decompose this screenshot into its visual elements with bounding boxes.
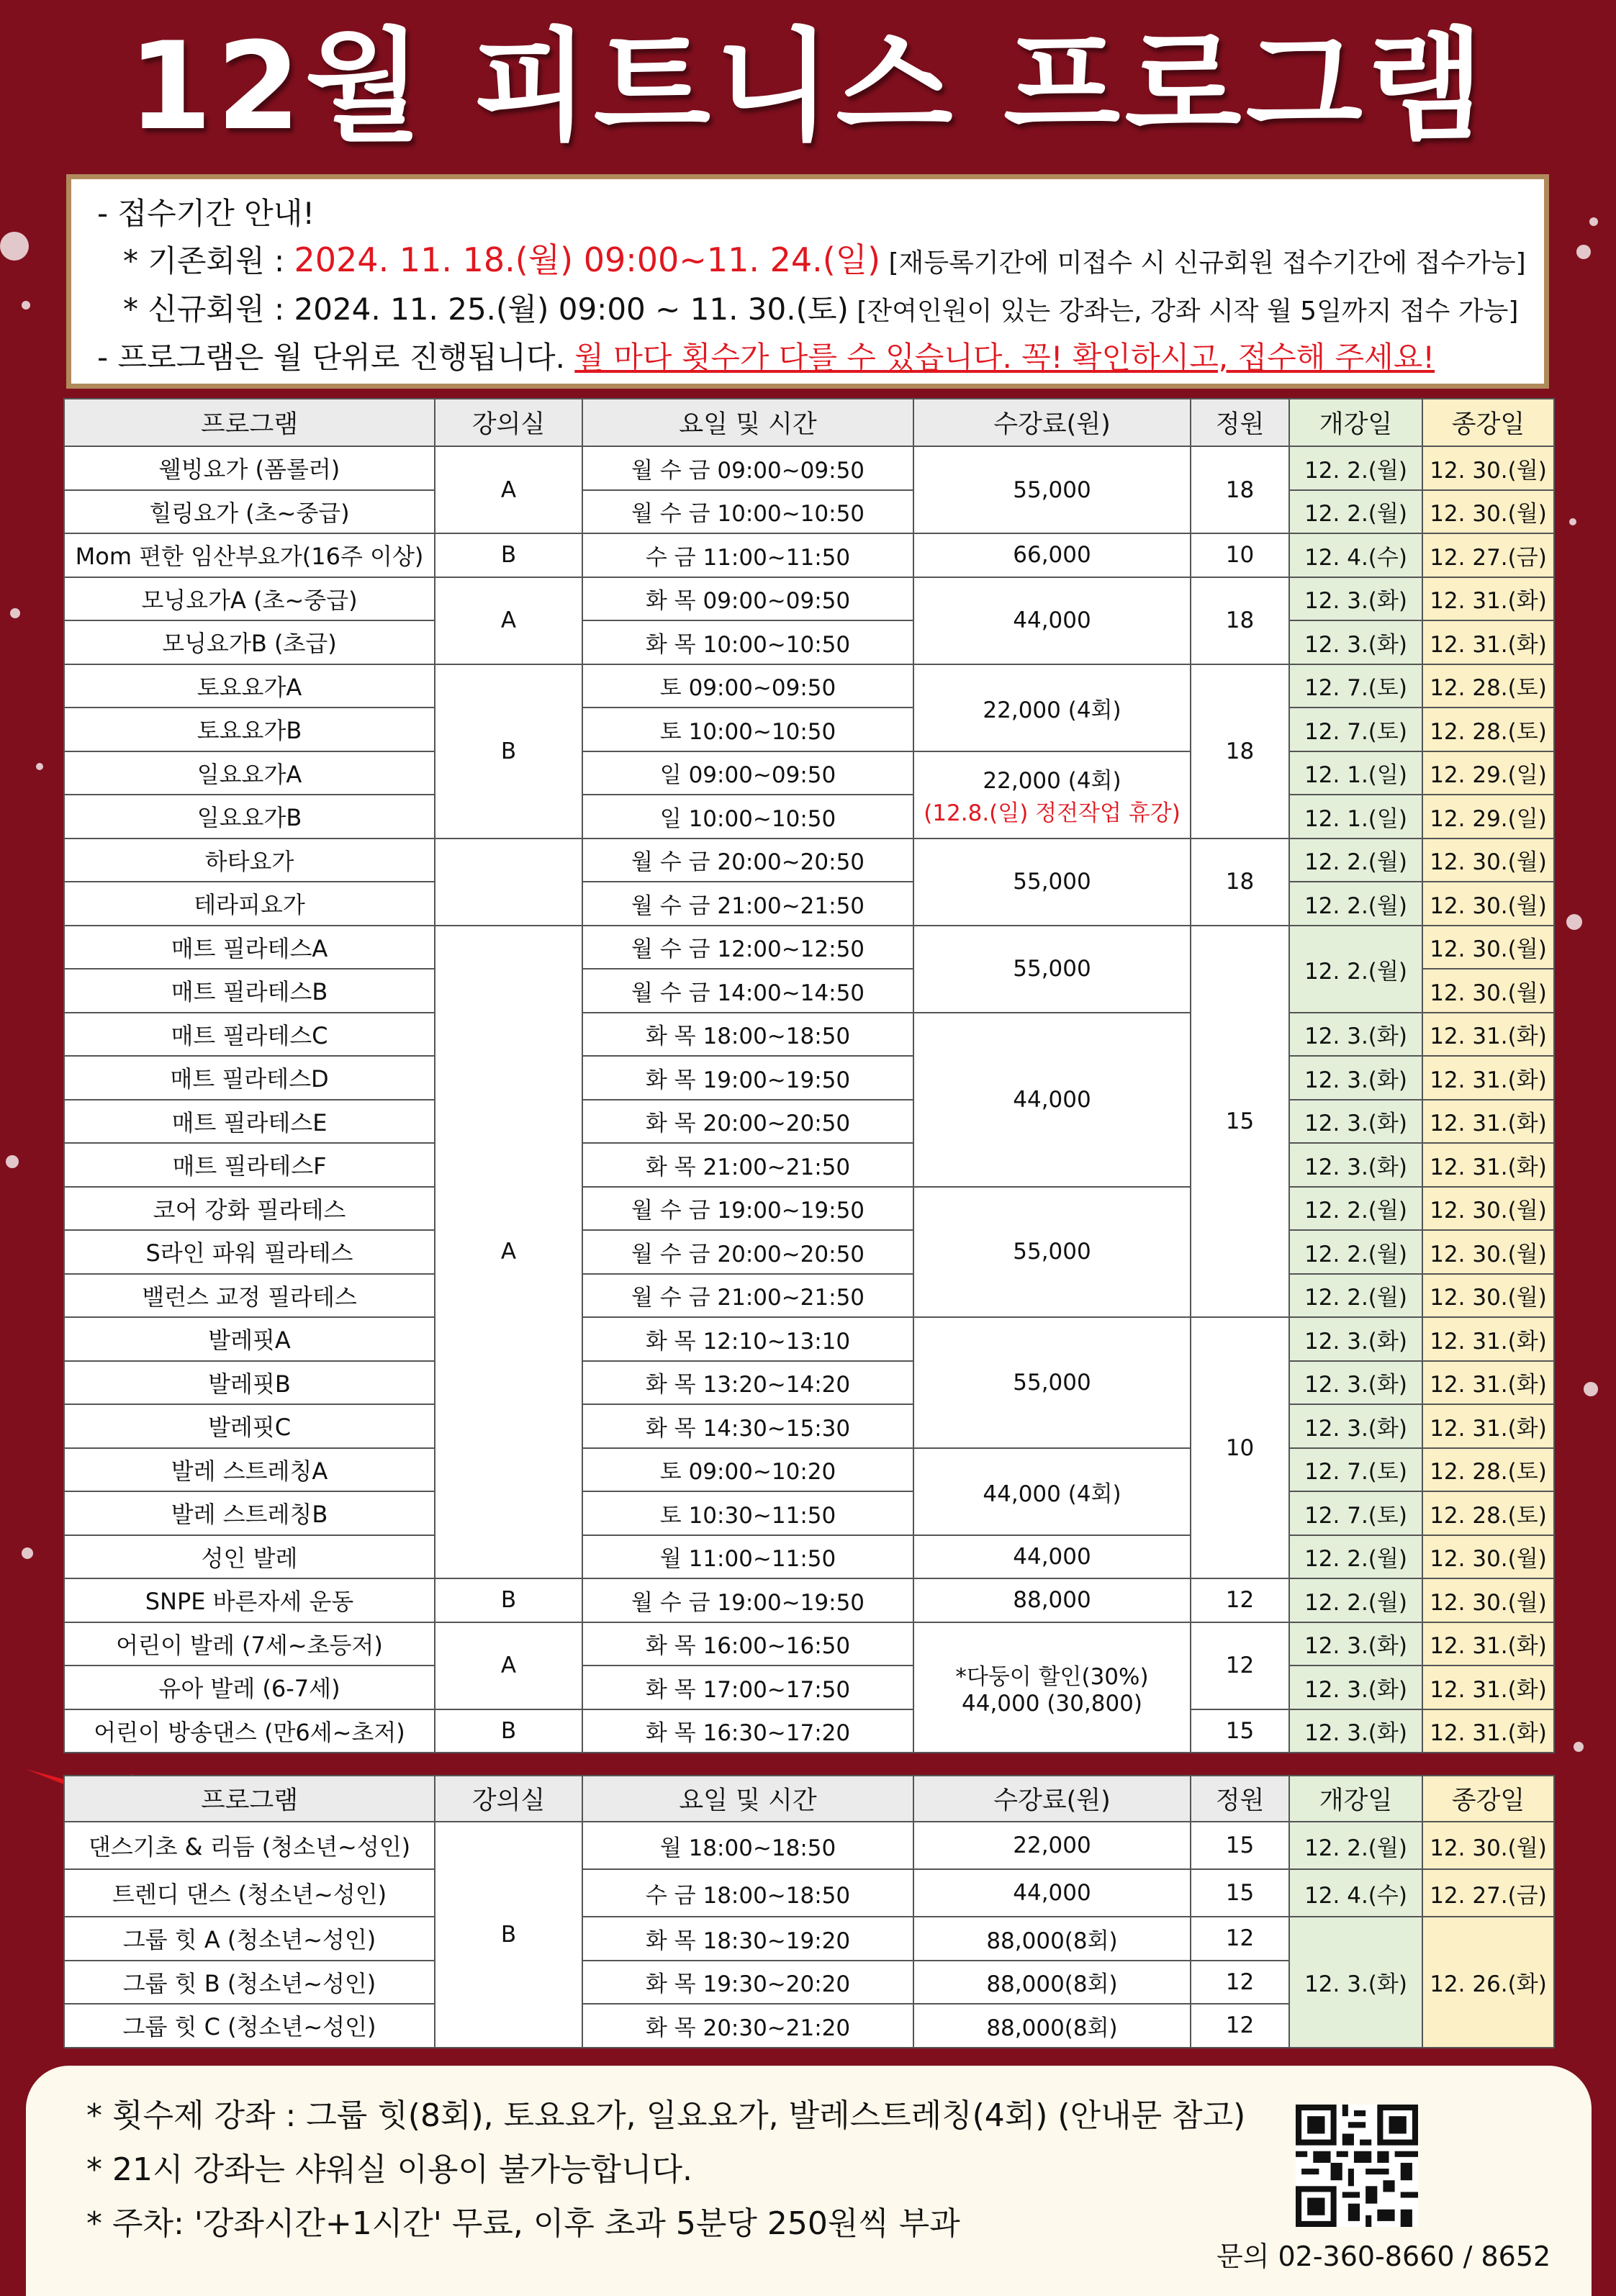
time: 화 목 19:30~20:20: [582, 1961, 913, 2005]
time: 월 11:00~11:50: [582, 1535, 913, 1579]
existing-note: [재등록기간에 미접수 시 신규회원 접수기간에 접수가능]: [880, 248, 1526, 278]
table-row: [64, 533, 1554, 577]
col-room: 강의실: [435, 399, 582, 446]
room: [435, 839, 582, 926]
fee-value: 22,000 (4회): [983, 768, 1121, 794]
end-date: 12. 31.(화): [1422, 1013, 1554, 1057]
table-row: [64, 1869, 1554, 1917]
col-program: 프로그램: [64, 399, 435, 446]
time: 화 목 12:10~13:10: [582, 1317, 913, 1361]
fee: [913, 751, 1191, 839]
program-name: Mom 편한 임산부요가(16주 이상): [64, 533, 435, 577]
start-date: 12. 2.(월): [1289, 1535, 1422, 1579]
col-start: 개강일: [1289, 399, 1422, 446]
program-name: 모닝요가B (초급): [64, 620, 435, 664]
capacity: 12: [1191, 1961, 1289, 2005]
notice-heading: - 접수기간 안내!: [97, 196, 315, 231]
monthly-text: - 프로그램은 월 단위로 진행됩니다.: [97, 340, 575, 375]
footer-note-sessions: * 횟수제 강좌 : 그룹 힛(8회), 토요요가, 일요요가, 발레스트레칭(4회) (안내문 참고): [86, 2097, 1246, 2134]
end-date: 12. 29.(일): [1422, 751, 1554, 795]
end-date: 12. 29.(일): [1422, 795, 1554, 839]
snow-dot: [22, 301, 30, 309]
fee: 88,000(8회): [913, 2004, 1191, 2048]
room: B: [435, 1709, 582, 1753]
capacity: 12: [1191, 1917, 1289, 1961]
program-name: 밸런스 교정 필라테스: [64, 1274, 435, 1318]
start-date: 12. 2.(월): [1289, 1187, 1422, 1231]
table-row: [64, 751, 1554, 795]
start-date: 12. 3.(화): [1289, 1622, 1422, 1666]
table-row: [64, 1709, 1554, 1753]
table-row: [64, 1143, 1554, 1187]
fee: 55,000: [913, 446, 1191, 533]
program-name: 매트 필라테스D: [64, 1056, 435, 1100]
time: 토 09:00~09:50: [582, 664, 913, 708]
program-name: 발레 스트레칭A: [64, 1448, 435, 1492]
end-date: 12. 27.(금): [1422, 533, 1554, 577]
end-date: 12. 31.(화): [1422, 1665, 1554, 1709]
snow-dot: [1584, 1382, 1598, 1396]
footer-note-shower: * 21시 강좌는 샤워실 이용이 불가능합니다.: [86, 2151, 692, 2188]
end-date: 12. 30.(월): [1422, 969, 1554, 1013]
capacity: 12: [1191, 1578, 1289, 1622]
room: A: [435, 577, 582, 664]
table-row: [64, 1822, 1554, 1869]
start-date: 12. 2.(월): [1289, 1578, 1422, 1622]
table-row: [64, 446, 1554, 490]
end-date: 12. 28.(토): [1422, 664, 1554, 708]
start-date: 12. 7.(토): [1289, 664, 1422, 708]
fee-note: (12.8.(일) 정전작업 휴강): [924, 800, 1181, 826]
snow-dot: [1589, 217, 1598, 226]
snow-dot: [1574, 1742, 1584, 1752]
end-date: 12. 31.(화): [1422, 1056, 1554, 1100]
end-date: 12. 31.(화): [1422, 1404, 1554, 1448]
qr-code-icon[interactable]: [1296, 2105, 1418, 2227]
table-row: [64, 1917, 1554, 1961]
time: 월 수 금 09:00~09:50: [582, 446, 913, 490]
time: 화 목 10:00~10:50: [582, 620, 913, 664]
end-date: 12. 31.(화): [1422, 1100, 1554, 1144]
fee-discount-note: *다둥이 할인(30%): [955, 1663, 1149, 1690]
program-name: 테라피요가: [64, 882, 435, 926]
schedule-table: [63, 398, 1555, 1753]
start-date: 12. 3.(화): [1289, 577, 1422, 621]
time: 화 목 16:00~16:50: [582, 1622, 913, 1666]
time: 화 목 14:30~15:30: [582, 1404, 913, 1448]
table-row: [64, 1230, 1554, 1274]
end-date: 12. 30.(월): [1422, 1578, 1554, 1622]
time: 화 목 13:20~14:20: [582, 1361, 913, 1405]
program-name: 하타요가: [64, 839, 435, 882]
start-date: 12. 3.(화): [1289, 1317, 1422, 1361]
end-date: 12. 30.(월): [1422, 490, 1554, 534]
program-name: 발레핏C: [64, 1404, 435, 1448]
capacity: 18: [1191, 446, 1289, 533]
program-name: 댄스기초 & 리듬 (청소년~성인): [64, 1822, 435, 1869]
start-date: 12. 4.(수): [1289, 1869, 1422, 1917]
time: 화 목 18:00~18:50: [582, 1013, 913, 1057]
time: 수 금 18:00~18:50: [582, 1869, 913, 1917]
end-date: 12. 31.(화): [1422, 1622, 1554, 1666]
fee: 66,000: [913, 533, 1191, 577]
fee: 44,000: [913, 1535, 1191, 1579]
col-fee: 수강료(원): [913, 1776, 1191, 1822]
fee: 22,000: [913, 1822, 1191, 1869]
end-date: 12. 31.(화): [1422, 577, 1554, 621]
table-row: [64, 620, 1554, 664]
start-date: 12. 3.(화): [1289, 1143, 1422, 1187]
program-name: 발레핏B: [64, 1361, 435, 1405]
new-label: * 신규회원 :: [123, 291, 294, 327]
fee: 55,000: [913, 926, 1191, 1013]
snow-dot: [1576, 245, 1591, 259]
col-end: 종강일: [1422, 1776, 1554, 1822]
start-date: 12. 2.(월): [1289, 446, 1422, 490]
new-note: [잔여인원이 있는 강좌는, 강좌 시작 월 5일까지 접수 가능]: [848, 297, 1519, 326]
program-name: 트렌디 댄스 (청소년~성인): [64, 1869, 435, 1917]
time: 월 수 금 20:00~20:50: [582, 839, 913, 882]
snow-dot: [10, 608, 20, 618]
existing-period: 2024. 11. 18.(월) 09:00~11. 24.(일): [294, 240, 881, 279]
end-date: 12. 30.(월): [1422, 839, 1554, 882]
col-capacity: 정원: [1191, 399, 1289, 446]
room: A: [435, 1622, 582, 1709]
table-header-row: [64, 1776, 1554, 1822]
program-name: 매트 필라테스A: [64, 926, 435, 970]
fee: 88,000(8회): [913, 1917, 1191, 1961]
room: B: [435, 664, 582, 839]
end-date: 12. 30.(월): [1422, 1822, 1554, 1869]
end-date: 12. 28.(토): [1422, 708, 1554, 751]
col-time: 요일 및 시간: [582, 399, 913, 446]
notice-existing: [97, 237, 1526, 286]
program-name: 코어 강화 필라테스: [64, 1187, 435, 1231]
time: 월 18:00~18:50: [582, 1822, 913, 1869]
time: 화 목 17:00~17:50: [582, 1665, 913, 1709]
time: 월 수 금 12:00~12:50: [582, 926, 913, 970]
end-date: 12. 31.(화): [1422, 1361, 1554, 1405]
table-header-row: [64, 399, 1554, 446]
start-date: 12. 2.(월): [1289, 839, 1422, 882]
table-row: [64, 1056, 1554, 1100]
page-title: 12월 피트니스 프로그램: [127, 16, 1489, 157]
end-date: 12. 30.(월): [1422, 1230, 1554, 1274]
start-date: 12. 7.(토): [1289, 708, 1422, 751]
time: 월 수 금 10:00~10:50: [582, 490, 913, 534]
end-date: 12. 30.(월): [1422, 926, 1554, 970]
fee: 44,000 (4회): [913, 1448, 1191, 1535]
col-capacity: 정원: [1191, 1776, 1289, 1822]
end-date: 12. 31.(화): [1422, 1709, 1554, 1753]
fee: 88,000(8회): [913, 1961, 1191, 2005]
program-name: 모닝요가A (초~중급): [64, 577, 435, 621]
start-date: 12. 3.(화): [1289, 1404, 1422, 1448]
time: 토 10:30~11:50: [582, 1491, 913, 1535]
time: 월 수 금 21:00~21:50: [582, 882, 913, 926]
end-date: 12. 31.(화): [1422, 1143, 1554, 1187]
time: 월 수 금 21:00~21:50: [582, 1274, 913, 1318]
start-date: 12. 4.(수): [1289, 533, 1422, 577]
program-name: 매트 필라테스B: [64, 969, 435, 1013]
program-name: 그룹 힛 C (청소년~성인): [64, 2004, 435, 2048]
start-date: 12. 2.(월): [1289, 1274, 1422, 1318]
table-row: [64, 882, 1554, 926]
time: 화 목 20:00~20:50: [582, 1100, 913, 1144]
footer-note-parking: * 주차: '강좌시간+1시간' 무료, 이후 초과 5분당 250원씩 부과: [86, 2205, 960, 2242]
col-end: 종강일: [1422, 399, 1554, 446]
snow-dot: [6, 1155, 19, 1168]
start-date: 12. 3.(화): [1289, 1917, 1422, 2048]
capacity: 15: [1191, 926, 1289, 1318]
program-name: 어린이 방송댄스 (만6세~초저): [64, 1709, 435, 1753]
dance-schedule-table: [63, 1775, 1555, 2048]
new-period: 2024. 11. 25.(월) 09:00 ~ 11. 30.(토): [294, 291, 849, 327]
snow-dot: [0, 232, 29, 261]
col-program: 프로그램: [64, 1776, 435, 1822]
end-date: 12. 26.(화): [1422, 1917, 1554, 2048]
time: 토 09:00~10:20: [582, 1448, 913, 1492]
time: 화 목 18:30~19:20: [582, 1917, 913, 1961]
room: B: [435, 533, 582, 577]
fee: 22,000 (4회): [913, 664, 1191, 751]
start-date: 12. 2.(월): [1289, 926, 1422, 1013]
fee: [913, 1622, 1191, 1753]
time: 화 목 16:30~17:20: [582, 1709, 913, 1753]
end-date: 12. 30.(월): [1422, 882, 1554, 926]
end-date: 12. 30.(월): [1422, 1535, 1554, 1579]
col-time: 요일 및 시간: [582, 1776, 913, 1822]
start-date: 12. 2.(월): [1289, 490, 1422, 534]
table-row: [64, 1665, 1554, 1709]
program-name: 웰빙요가 (폼롤러): [64, 446, 435, 490]
start-date: 12. 3.(화): [1289, 1100, 1422, 1144]
time: 화 목 20:30~21:20: [582, 2004, 913, 2048]
end-date: 12. 28.(토): [1422, 1448, 1554, 1492]
capacity: 12: [1191, 2004, 1289, 2048]
start-date: 12. 2.(월): [1289, 1822, 1422, 1869]
snow-dot: [1566, 914, 1582, 930]
capacity: 10: [1191, 533, 1289, 577]
start-date: 12. 3.(화): [1289, 1361, 1422, 1405]
time: 일 10:00~10:50: [582, 795, 913, 839]
table-row: [64, 1578, 1554, 1622]
table-row: [64, 664, 1554, 708]
end-date: 12. 31.(화): [1422, 1317, 1554, 1361]
end-date: 12. 28.(토): [1422, 1491, 1554, 1535]
monthly-warning: 월 마다 횟수가 다를 수 있습니다. 꼭! 확인하시고, 접수해 주세요!: [574, 340, 1435, 375]
capacity: 18: [1191, 664, 1289, 839]
snow-dot: [22, 1547, 33, 1559]
end-date: 12. 30.(월): [1422, 1187, 1554, 1231]
time: 수 금 11:00~11:50: [582, 533, 913, 577]
end-date: 12. 31.(화): [1422, 620, 1554, 664]
capacity: 15: [1191, 1709, 1289, 1753]
table-row: [64, 1622, 1554, 1666]
room: B: [435, 1578, 582, 1622]
start-date: 12. 1.(일): [1289, 795, 1422, 839]
capacity: 10: [1191, 1317, 1289, 1578]
time: 일 09:00~09:50: [582, 751, 913, 795]
table-row: [64, 708, 1554, 751]
capacity: 15: [1191, 1869, 1289, 1917]
col-fee: 수강료(원): [913, 399, 1191, 446]
notice-monthly: [97, 335, 1518, 381]
program-name: 그룹 힛 B (청소년~성인): [64, 1961, 435, 2005]
table-row: [64, 1535, 1554, 1579]
table-row: [64, 1317, 1554, 1361]
end-date: 12. 27.(금): [1422, 1869, 1554, 1917]
fee: 44,000: [913, 1013, 1191, 1187]
time: 화 목 09:00~09:50: [582, 577, 913, 621]
fee: 55,000: [913, 1187, 1191, 1318]
table-row: [64, 490, 1554, 534]
fee: 55,000: [913, 839, 1191, 926]
program-name: SNPE 바른자세 운동: [64, 1578, 435, 1622]
start-date: 12. 2.(월): [1289, 1230, 1422, 1274]
program-name: 토요요가B: [64, 708, 435, 751]
table-row: [64, 577, 1554, 621]
time: 화 목 21:00~21:50: [582, 1143, 913, 1187]
fee: 88,000: [913, 1578, 1191, 1622]
end-date: 12. 30.(월): [1422, 1274, 1554, 1318]
program-name: 발레핏A: [64, 1317, 435, 1361]
start-date: 12. 2.(월): [1289, 882, 1422, 926]
time: 월 수 금 14:00~14:50: [582, 969, 913, 1013]
program-name: 힐링요가 (초~중급): [64, 490, 435, 534]
table-row: [64, 1361, 1554, 1405]
table-row: [64, 1187, 1554, 1231]
registration-notice: [66, 174, 1549, 389]
room: A: [435, 446, 582, 533]
existing-label: * 기존회원 :: [123, 243, 294, 279]
time: 토 10:00~10:50: [582, 708, 913, 751]
table-row: [64, 1404, 1554, 1448]
start-date: 12. 7.(토): [1289, 1491, 1422, 1535]
capacity: 12: [1191, 1622, 1289, 1709]
table-row: [64, 839, 1554, 882]
table-row: [64, 1013, 1554, 1057]
start-date: 12. 1.(일): [1289, 751, 1422, 795]
col-start: 개강일: [1289, 1776, 1422, 1822]
notice-new: [97, 286, 1518, 335]
start-date: 12. 3.(화): [1289, 1013, 1422, 1057]
table-row: [64, 1100, 1554, 1144]
room: B: [435, 1822, 582, 2048]
time: 월 수 금 19:00~19:50: [582, 1578, 913, 1622]
program-name: 매트 필라테스C: [64, 1013, 435, 1057]
table-row: [64, 926, 1554, 970]
col-room: 강의실: [435, 1776, 582, 1822]
snow-dot: [36, 763, 43, 770]
snow-dot: [1569, 518, 1576, 525]
contact-phone: 문의 02-360-8660 / 8652: [1216, 2241, 1551, 2272]
program-name: 발레 스트레칭B: [64, 1491, 435, 1535]
program-name: 유아 발레 (6-7세): [64, 1665, 435, 1709]
fee: 55,000: [913, 1317, 1191, 1448]
program-name: 그룹 힛 A (청소년~성인): [64, 1917, 435, 1961]
time: 화 목 19:00~19:50: [582, 1056, 913, 1100]
start-date: 12. 3.(화): [1289, 1709, 1422, 1753]
start-date: 12. 7.(토): [1289, 1448, 1422, 1492]
program-name: 어린이 발레 (7세~초등저): [64, 1622, 435, 1666]
table-row: [64, 1491, 1554, 1535]
room: A: [435, 926, 582, 1579]
program-name: 성인 발레: [64, 1535, 435, 1579]
end-date: 12. 30.(월): [1422, 446, 1554, 490]
capacity: 18: [1191, 839, 1289, 926]
table-row: [64, 1448, 1554, 1492]
program-name: 토요요가A: [64, 664, 435, 708]
program-name: 일요요가B: [64, 795, 435, 839]
table-row: [64, 795, 1554, 839]
fee: 44,000: [913, 577, 1191, 664]
program-name: 일요요가A: [64, 751, 435, 795]
start-date: 12. 3.(화): [1289, 1665, 1422, 1709]
time: 월 수 금 19:00~19:50: [582, 1187, 913, 1231]
program-name: 매트 필라테스E: [64, 1100, 435, 1144]
capacity: 15: [1191, 1822, 1289, 1869]
program-name: S라인 파워 필라테스: [64, 1230, 435, 1274]
capacity: 18: [1191, 577, 1289, 664]
fee: 44,000: [913, 1869, 1191, 1917]
start-date: 12. 3.(화): [1289, 620, 1422, 664]
start-date: 12. 3.(화): [1289, 1056, 1422, 1100]
program-name: 매트 필라테스F: [64, 1143, 435, 1187]
table-row: [64, 1274, 1554, 1318]
time: 월 수 금 20:00~20:50: [582, 1230, 913, 1274]
fee-value: 44,000 (30,800): [962, 1690, 1142, 1717]
